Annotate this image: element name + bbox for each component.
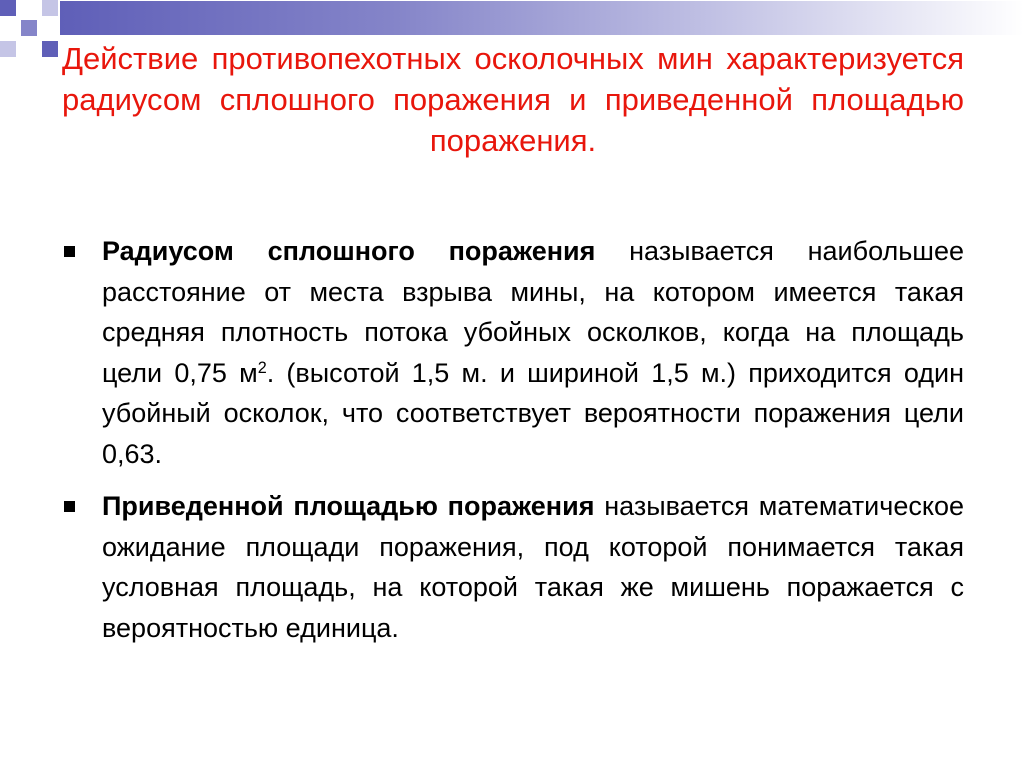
bullet-text: называется математическое ожидание площади поражения, под которой понимается такая условная площадь, на которой такая же мишень поражается с вероятностью единица. <box>102 491 964 643</box>
bullet-item <box>62 486 964 648</box>
decoration-bar <box>60 1 1024 35</box>
decoration-square <box>0 41 16 57</box>
bullet-text: называется наибольшее расстояние от места взрыва мины, на котором имеется такая средняя плотность потока убойных осколков, когда на площадь цели 0,75 м <box>102 236 965 388</box>
decoration-square <box>21 20 37 36</box>
decoration-square <box>42 0 58 16</box>
slide-title: Действие противопехотных осколочных мин характеризуется радиусом сплошного поражения и приведенной площадью поражения. <box>62 41 964 158</box>
bullet-term: Приведенной площадью поражения <box>102 491 595 521</box>
bullet-list <box>62 231 964 648</box>
bullet-item <box>62 231 964 474</box>
superscript: 2 <box>257 358 267 377</box>
square-bullet-icon <box>64 246 75 257</box>
square-bullet-icon <box>64 501 75 512</box>
decoration-square <box>42 41 58 57</box>
bullet-text: . (высотой 1,5 м. и шириной 1,5 м.) приходится один убойный осколок, что соответствует вероятности поражения цели 0,63. <box>102 357 964 469</box>
decoration-square <box>0 0 16 16</box>
bullet-term: Радиусом сплошного поражения <box>102 236 596 266</box>
